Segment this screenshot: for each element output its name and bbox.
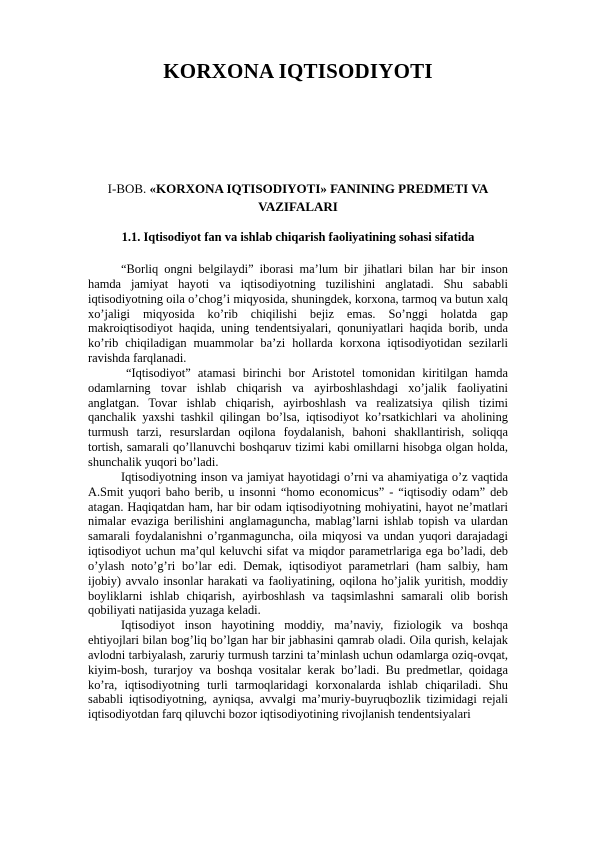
chapter-title: «KORXONA IQTISODIYOTI» FANINING PREDMETI VA VAZIFALARI [149, 181, 489, 214]
paragraph: “Borliq ongni belgilaydi” iborasi ma’lum bir jihatlari bilan har bir inson hamda jamiyat hayoti va iqtisodiyotning tuzilishini anglatadi. Shu sababli iqtisodiyotning oila o’chog’i miqyosida, shuningdek, korxona, tarmoq va butun xalq xo’jaligi miqyosida ko’rib chiqilishi bejiz emas. So’nggi holatda gap makroiqtisodiyot haqida, uning tendentsiyalari, qonuniyatlari haqida borib, unda ko’rib chiqiladigan muammolar ba’zi hollarda korxona iqtisodiyotidan sezilarli ravishda farqlanadi. [88, 262, 508, 366]
document-title: KORXONA IQTISODIYOTI [163, 59, 433, 83]
paragraph: Iqtisodiyotning inson va jamiyat hayotidagi o’rni va ahamiyatiga o’z vaqtida A.Smit yuqori baho berib, u insonni “homo economicus” - “iqtisodiy odam” deb atagan. Haqiqatdan ham, har bir odam iqtisodiyotning mohiyatini, hayot ne’matlari nimalar evaziga berilishini anglamaguncha, mablag’larni ishlab topish va ulardan samarali foydalanishni o’rganmaguncha, oila miqyosi va undan yuqori darajadagi iqtisodiyot uchun ma’qul keluvchi sifat va miqdor parametrlariga ega bo’ladi, deb o’ylash noto’g’ri bo’lar edi. Demak, iqtisodiyot parametrlari (ham salbiy, ham ijobiy) avvalo insonlar harakati va faoliyatining, oqilona ho’jalik yuritish, moddiy boyliklarni ishlab chiqarish, ayirboshlash va taqsimlashni samarali olib borish qobiliyati natijasida yuzaga keladi. [88, 469, 508, 618]
body-text [88, 262, 508, 722]
section-heading: 1.1. Iqtisodiyot fan va ishlab chiqarish faoliyatining sohasi sifatida [121, 230, 475, 244]
paragraph: “Iqtisodiyot” atamasi birinchi bor Aristotel tomonidan kiritilgan hamda odamlarning tovar ishlab chiqarish va ayirboshlashdagi xo’jalik faoliyatini anglatgan. Tovar ishlab chiqarish, ayirboshlash va realizatsiya qilish tizimi qanchalik yaxshi tashkil qilingan bo’lsa, iqtisodiyot ko’rsatkichlari va aholining turmush tarzi, resurslardan oqilona foydalanish, bahoni shakllantirish, soliqqa tortish, samarali qo’llanuvchi boshqaruv tizimi kabi omillarni hisobga olgan holda, shunchalik yuqori bo’ladi. [88, 365, 508, 469]
chapter-heading [100, 180, 496, 216]
paragraph: Iqtisodiyot inson hayotining moddiy, ma’naviy, fiziologik va boshqa ehtiyojlari bilan bog’liq bo’lgan har bir jabhasini qamrab oladi. Oila qurish, kelajak avlodni tarbiyalash, zaruriy turmush tarzini ta’minlash uchun odamlarga oziq-ovqat, kiyim-bosh, turarjoy va boshqa vositalar kerak bo’ladi. Bu predmetlar, qoidaga ko’ra, iqtisodiyotning turli tarmoqlaridagi korxonalarda ishlab chiqariladi. Shu sababli iqtisodiyotning, ayniqsa, avvalgi ma’muriy-buyruqbozlik tizimidagi rejali iqtisodiyotdan farq qiluvchi bozor iqtisodiyotining rivojlanish tendentsiyalari [88, 618, 508, 722]
chapter-prefix: I-BOB. [107, 181, 150, 196]
